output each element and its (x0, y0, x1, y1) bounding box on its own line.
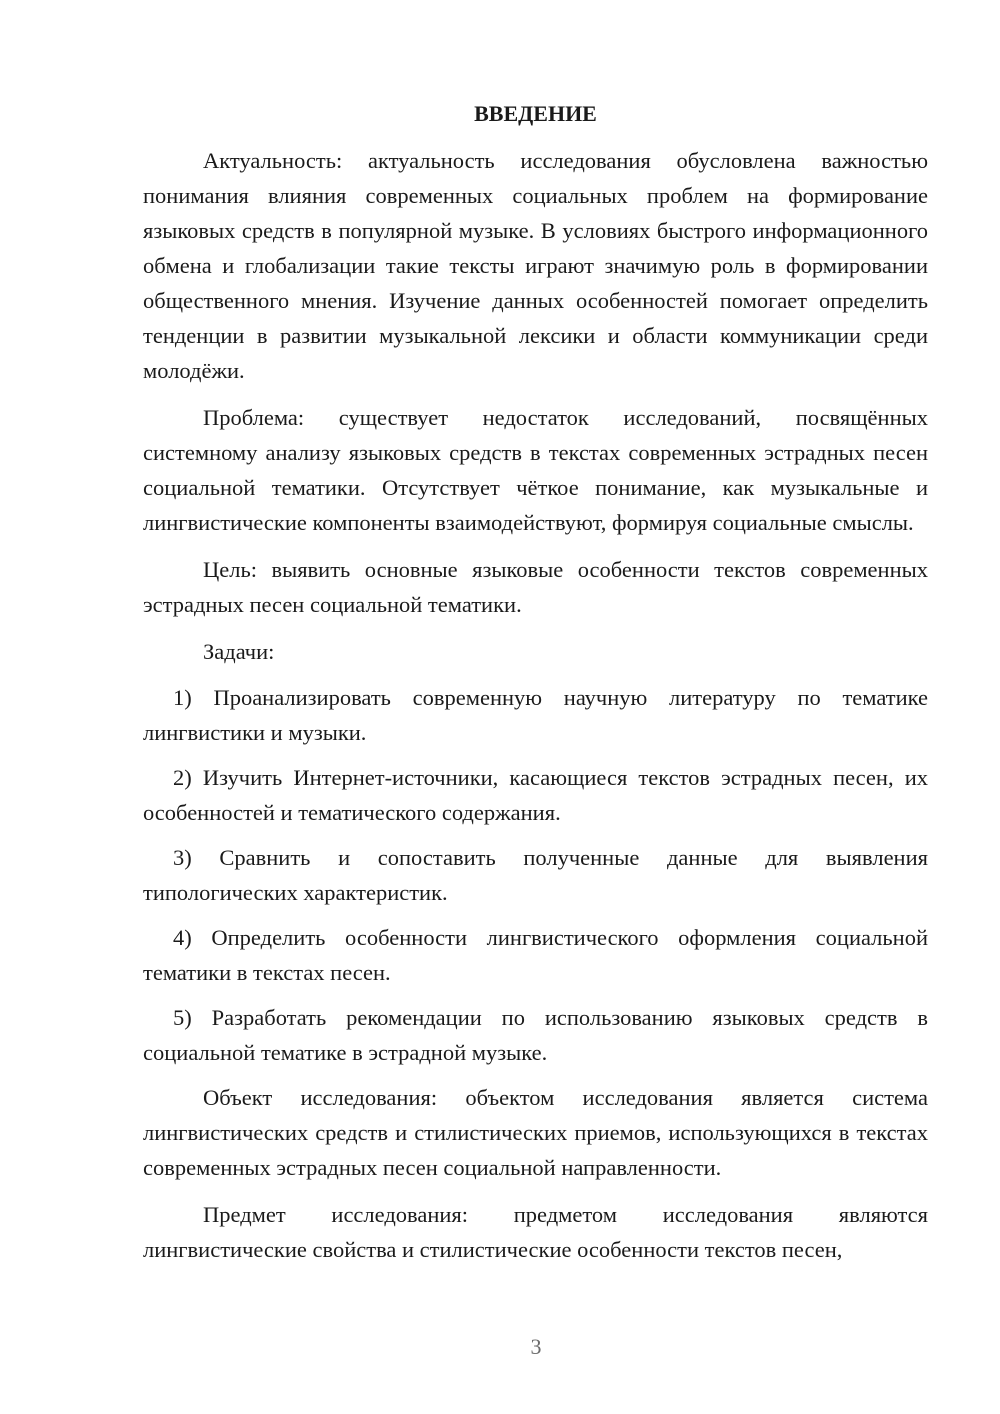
paragraph-relevance: Актуальность: актуальность исследования обусловлена важностью понимания влияния современных социальных проблем на формирование языковых средств в популярной музыке. В условиях быстрого информационного обмена и глобализации такие тексты играют значимую роль в формировании общественного мнения. Изучение данных особенностей помогает определить тенденции в развитии музыкальной лексики и области коммуникации среди молодёжи. (143, 148, 928, 383)
section-title: ВВЕДЕНИЕ (474, 101, 597, 126)
task-item: 5) Разработать рекомендации по использованию языковых средств в социальной тематике в эстрадной музыке. (143, 1005, 928, 1065)
task-item: 4) Определить особенности лингвистического оформления социальной тематики в текстах песен. (143, 925, 928, 985)
paragraph-goal: Цель: выявить основные языковые особенности текстов современных эстрадных песен социальной тематики. (143, 557, 928, 617)
task-item: 3) Сравнить и сопоставить полученные данные для выявления типологических характеристик. (143, 845, 928, 905)
document-page (143, 96, 928, 1279)
task-item: 2) Изучить Интернет-источники, касающиеся текстов эстрадных песен, их особенностей и тематического содержания. (143, 765, 928, 825)
task-item: 1) Проанализировать современную научную литературу по тематике лингвистики и музыки. (143, 685, 928, 745)
paragraph-problem: Проблема: существует недостаток исследований, посвящённых системному анализу языковых средств в текстах современных эстрадных песен социальной тематики. Отсутствует чёткое понимание, как музыкальные и лингвистические компоненты взаимодействуют, формируя социальные смыслы. (143, 405, 928, 535)
paragraph-subject: Предмет исследования: предметом исследования являются лингвистические свойства и стилистические особенности текстов песен, (143, 1202, 928, 1262)
paragraph-object: Объект исследования: объектом исследования является система лингвистических средств и стилистических приемов, использующихся в текстах современных эстрадных песен социальной направленности. (143, 1085, 928, 1180)
tasks-label: Задачи: (203, 639, 275, 664)
page-number: 3 (530, 1334, 542, 1359)
